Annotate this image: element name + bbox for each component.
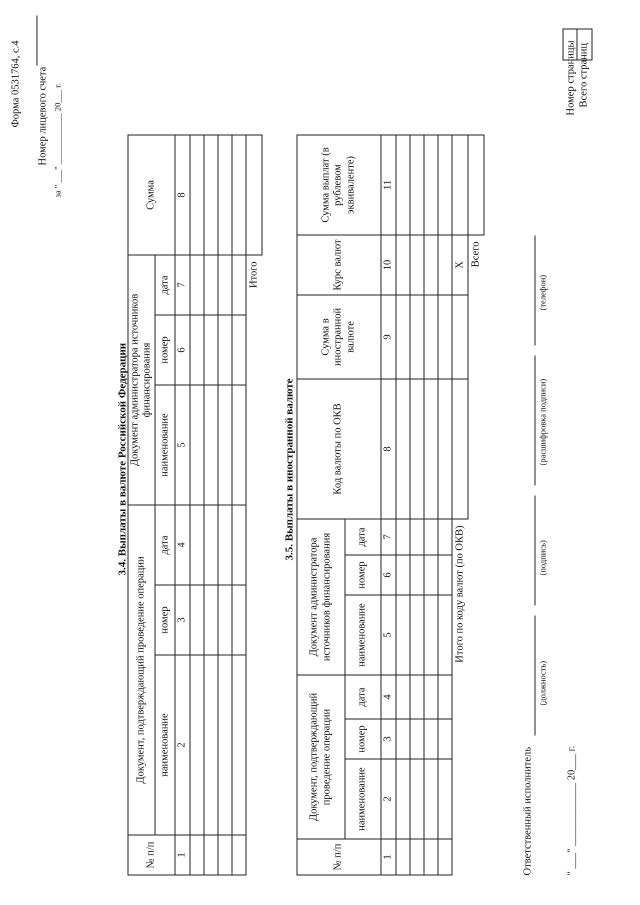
table-row: [218, 134, 232, 874]
signature-caption: (подпись): [537, 539, 547, 575]
table-row: [424, 134, 438, 874]
table-row: [232, 134, 246, 874]
col-date-header: дата: [155, 254, 175, 314]
table-row: [410, 134, 424, 874]
col-num-header: № п/п: [128, 835, 175, 875]
col-rate-header: Курс валют: [297, 234, 381, 294]
phone-caption: (телефон): [537, 274, 547, 310]
footer-date-line: " ___" ____________ 20___ г.: [566, 745, 577, 875]
group-admin-header: Документ администратора источников финансирования: [297, 518, 345, 674]
col-date-header: дата: [155, 505, 175, 585]
col-index: 2: [175, 655, 190, 835]
table-row: [204, 134, 218, 874]
col-index: 6: [381, 555, 396, 595]
col-foreign-sum-header: Сумма в иностранной валюте: [297, 294, 381, 378]
form-code: Форма 0531764, с.4: [10, 39, 21, 127]
decoding-field[interactable]: [534, 355, 535, 485]
col-index: 1: [175, 835, 190, 875]
col-index: 4: [175, 505, 190, 585]
col-index: 8: [175, 134, 190, 254]
group-doc-op-header: Документ, подтверждающий проведение операции: [297, 675, 345, 839]
col-name-header: наименование: [345, 595, 381, 675]
col-name-header: наименование: [345, 759, 381, 839]
responsible-label: Ответственный исполнитель: [522, 746, 533, 875]
section-35-title: 3.5. Выплаты в иностранной валюте: [283, 377, 295, 560]
group-admin-header: Документ администратора источников финансирования: [128, 254, 155, 504]
col-date-header: дата: [345, 518, 381, 554]
col-index: 8: [381, 378, 396, 518]
col-code-header: Код валюты по ОКВ: [297, 378, 381, 518]
account-number-field[interactable]: [36, 15, 37, 65]
section-34-table: [127, 134, 262, 875]
col-num-header: № п/п: [297, 839, 381, 875]
subtotal-label: Итого по коду валют (по ОКВ): [453, 524, 465, 663]
section-35-total-label: Всего: [469, 240, 481, 267]
section-35-table: [296, 134, 484, 875]
col-index: 11: [381, 134, 396, 234]
col-index: 6: [175, 315, 190, 385]
section-34-total-field[interactable]: [246, 134, 262, 254]
table-row: [190, 134, 204, 874]
col-number-header: номер: [345, 555, 381, 595]
col-sum-header: Сумма: [128, 134, 175, 254]
col-index: 2: [381, 759, 396, 839]
col-index: 5: [175, 385, 190, 505]
col-index: 5: [381, 595, 396, 675]
subtotal-rate-x: X: [452, 234, 468, 294]
table-row: [396, 134, 410, 874]
col-index: 10: [381, 234, 396, 294]
account-label: Номер лицевого счета: [37, 66, 48, 165]
col-name-header: наименование: [155, 655, 175, 835]
group-doc-op-header: Документ, подтверждающий проведение операции: [128, 505, 155, 835]
section-34-total-label: Итого: [247, 260, 259, 288]
col-number-header: номер: [345, 719, 381, 759]
col-index: 9: [381, 294, 396, 378]
col-index: 3: [175, 585, 190, 655]
section-35-total-field[interactable]: [468, 134, 484, 234]
report-date-line: за " ___" ____________ 20___ г.: [52, 82, 62, 197]
position-field[interactable]: [534, 615, 535, 735]
col-date-header: дата: [345, 675, 381, 719]
phone-field[interactable]: [534, 235, 535, 345]
page-number-field[interactable]: [562, 28, 592, 60]
subtotal-code-field[interactable]: [452, 378, 468, 518]
col-index: 1: [381, 839, 396, 875]
col-index: 7: [381, 518, 396, 554]
col-index: 7: [175, 254, 190, 314]
subtotal-rub-sum-field[interactable]: [452, 134, 468, 234]
signature-field[interactable]: [534, 495, 535, 605]
col-number-header: номер: [155, 315, 175, 385]
total-pages-label: Всего страниц: [578, 42, 589, 107]
table-row: [438, 134, 452, 874]
decoding-caption: (расшифровка подписи): [537, 378, 547, 465]
col-number-header: номер: [155, 585, 175, 655]
position-caption: (должность): [537, 660, 547, 705]
section-34-title: 3.4. Выплаты в валюте Российской Федерации: [116, 342, 128, 575]
col-index: 3: [381, 719, 396, 759]
page-number-label: Номер страницы: [565, 39, 576, 115]
col-name-header: наименование: [155, 385, 175, 505]
subtotal-foreign-sum-field[interactable]: [452, 294, 468, 378]
col-rub-sum-header: Сумма выплат (в рублевом эквиваленте): [297, 134, 381, 234]
col-index: 4: [381, 675, 396, 719]
